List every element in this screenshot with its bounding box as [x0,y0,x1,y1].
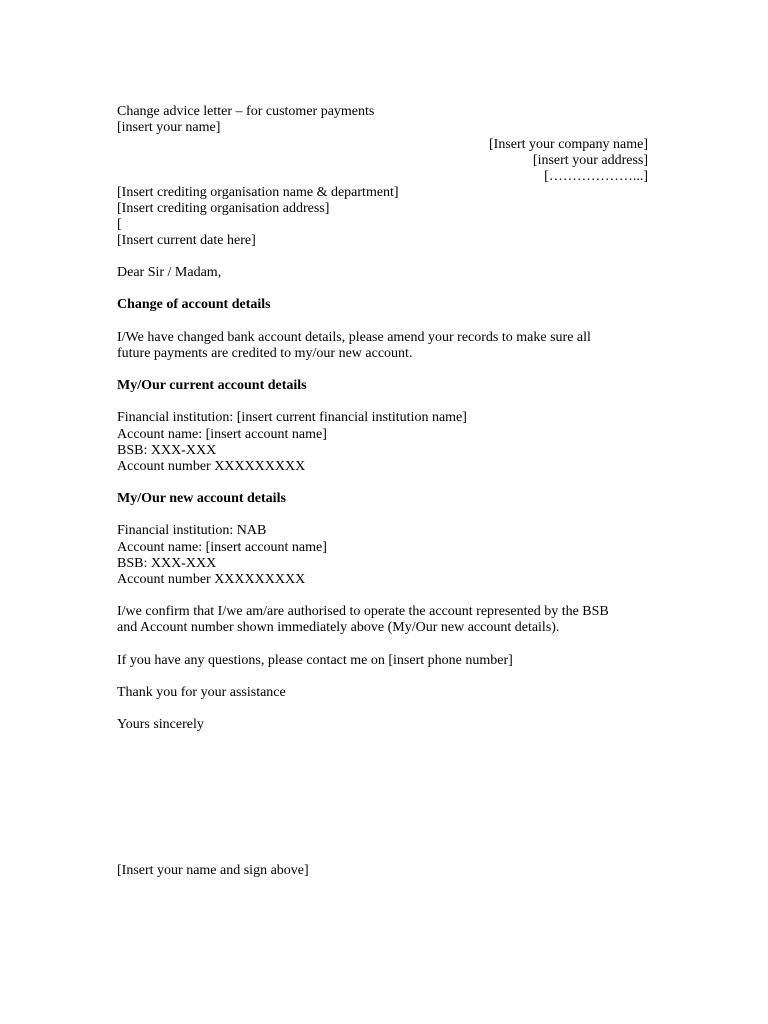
letter-date: [Insert current date here] [117,233,256,248]
confirmation-line-2: and Account number shown immediately above (My/Our new account details). [117,620,560,635]
signature-placeholder: [Insert your name and sign above] [117,863,309,878]
intro-line-1: I/We have changed bank account details, please amend your records to make sure all [117,330,591,345]
recipient-org-address: [Insert crediting organisation address] [117,201,330,216]
new-account-name: Account name: [insert account name] [117,540,327,555]
new-account-number: Account number XXXXXXXXX [117,572,306,587]
current-account-heading: My/Our current account details [117,378,307,393]
current-institution: Financial institution: [insert current financial institution name] [117,410,467,425]
salutation: Dear Sir / Madam, [117,265,222,280]
intro-line-2: future payments are credited to my/our new account. [117,346,413,361]
new-bsb: BSB: XXX-XXX [117,556,217,571]
sender-address-placeholder: [insert your address] [532,153,648,168]
new-account-heading: My/Our new account details [117,491,286,506]
sender-company-placeholder: [Insert your company name] [489,137,648,152]
thanks-line: Thank you for your assistance [117,685,286,700]
current-account-number: Account number XXXXXXXXX [117,459,306,474]
closing-line: Yours sincerely [117,717,204,732]
current-bsb: BSB: XXX-XXX [117,443,217,458]
sender-name-placeholder: [insert your name] [117,120,221,135]
sender-extra-placeholder: [………………...] [544,169,648,184]
new-institution: Financial institution: NAB [117,523,267,538]
contact-line: If you have any questions, please contact me on [insert phone number] [117,653,513,668]
confirmation-line-1: I/we confirm that I/we am/are authorised to operate the account represented by the BSB [117,604,609,619]
current-account-name: Account name: [insert account name] [117,427,327,442]
letter-title: Change advice letter – for customer payments [117,104,375,119]
subject-heading: Change of account details [117,297,271,312]
recipient-org-name: [Insert crediting organisation name & department] [117,185,399,200]
recipient-blank-line: [ [117,217,122,232]
